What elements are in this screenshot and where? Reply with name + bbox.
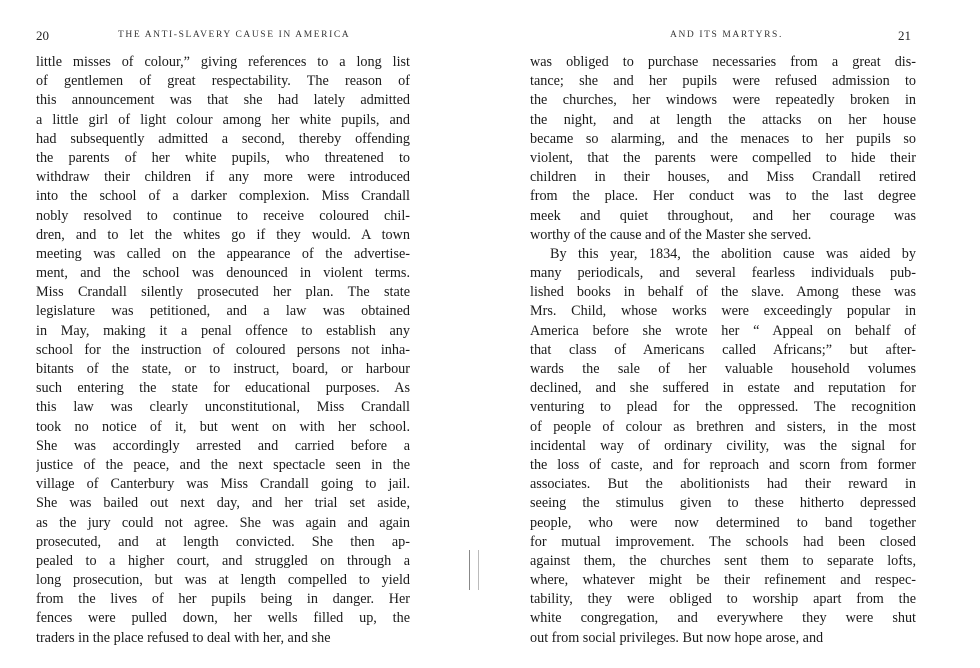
text-line: into the school of a darker complexion. Miss Crandall	[36, 188, 410, 205]
text-line: little misses of colour,” giving references to a long list	[36, 54, 410, 70]
text-line: from the place. Her conduct was to the last degree	[530, 188, 916, 205]
text-line: ment, and the school was denounced in violent terms.	[36, 265, 410, 282]
text-line: dren, and to let the whites go if they would. A town	[36, 226, 410, 243]
text-line: this law was clearly unconstitutional, Miss Crandall	[36, 399, 410, 416]
text-line: worthy of the cause and of the Master she served.	[530, 226, 812, 243]
text-line: America before she wrote her “ Appeal on behalf of	[530, 322, 916, 339]
text-line: withdraw their children if any more were introduced	[36, 169, 410, 186]
text-line: many periodicals, and several fearless individuals pub-	[530, 265, 916, 282]
text-line: traders in the place refused to deal with her, and she	[36, 629, 331, 646]
text-line: tability, they were obliged to worship apart from the	[530, 591, 916, 608]
text-line: fences were pulled down, her wells filled up, the	[36, 610, 410, 627]
text-line: the churches, her windows were repeatedly broken in	[530, 92, 916, 109]
text-line: violent, that the parents were compelled to hide their	[530, 149, 916, 166]
left-page	[0, 0, 470, 668]
text-line: became so alarming, and the menaces to her pupils so	[530, 130, 916, 147]
text-line: justice of the peace, and the next spectacle seen in the	[36, 456, 410, 473]
text-line: children in their houses, and Miss Crandall retired	[530, 169, 916, 186]
text-line: She was bailed out next day, and her trial set aside,	[36, 495, 410, 512]
right-page-number: 21	[898, 28, 911, 43]
text-line: had subsequently admitted a second, thereby offending	[36, 130, 410, 147]
text-line: people, who were now determined to band together	[530, 514, 916, 531]
text-line: pealed to a higher court, and struggled on through a	[36, 552, 410, 569]
text-line: Miss Crandall silently prosecuted her plan. The state	[36, 284, 410, 301]
text-line: seeing the stimulus given to these hitherto depressed	[530, 495, 916, 512]
text-line: this announcement was that she had lately admitted	[36, 92, 410, 109]
text-line: associates. But the abolitionists had their reward in	[530, 476, 916, 493]
text-line: the parents of her white pupils, who threatened to	[36, 149, 410, 166]
text-line: long prosecution, but was at length compelled to yield	[36, 572, 410, 589]
text-line: nobly resolved to continue to receive coloured chil-	[36, 207, 410, 224]
text-line: bitants of the state, or to instruct, board, or harbour	[36, 361, 410, 377]
text-line: of people of colour as brethren and sisters, in the most	[530, 418, 916, 435]
text-line: from the lives of her pupils being in danger. Her	[36, 591, 410, 608]
text-line: declined, and she suffered in estate and reputation for	[530, 380, 916, 397]
gutter-mark	[469, 550, 479, 590]
text-line: for mutual improvement. The schools had been closed	[530, 533, 916, 550]
text-line: Mrs. Child, whose works were exceedingly popular in	[530, 303, 916, 320]
text-line: wards the sale of her valuable household volumes	[530, 361, 916, 377]
text-line: venturing to plead for the oppressed. The recognition	[530, 399, 916, 416]
text-line: the night, and at length the attacks on her house	[530, 111, 916, 128]
text-line: where, whatever might be their refinement and respec-	[530, 572, 916, 589]
text-line: that class of Americans called Africans;” but after-	[530, 341, 916, 358]
text-line: of gentlemen of great respectability. The reason of	[36, 73, 410, 90]
left-running-head: THE ANTI-SLAVERY CAUSE IN AMERICA	[118, 30, 351, 40]
text-line: village of Canterbury was Miss Crandall going to jail.	[36, 476, 410, 493]
text-line: a little girl of light colour among her white pupils, and	[36, 111, 410, 128]
text-line: tance; she and her pupils were refused admission to	[530, 73, 916, 90]
text-line: legislature was petitioned, and a law was obtained	[36, 303, 410, 320]
text-line: white congregation, and everywhere they were shut	[530, 610, 916, 627]
text-line: was obliged to purchase necessaries from a great dis-	[530, 54, 916, 70]
text-line: against them, the churches sent them to separate lofts,	[530, 552, 916, 569]
text-line: She was accordingly arrested and carried before a	[36, 437, 410, 454]
left-page-number: 20	[36, 28, 49, 43]
text-line: took no notice of it, but went on with her school.	[36, 418, 410, 435]
right-running-head: AND ITS MARTYRS.	[670, 30, 783, 40]
text-line: such entering the state for educational purposes. As	[36, 380, 410, 397]
text-line: as the jury could not agree. She was again and again	[36, 514, 410, 531]
text-line: school for the instruction of coloured persons not inha-	[36, 341, 410, 358]
text-line: prosecuted, and at length convicted. She then ap-	[36, 533, 410, 550]
text-line: meeting was called on the appearance of the advertise-	[36, 245, 410, 262]
text-line: meek and quiet throughout, and her courage was	[530, 207, 916, 224]
right-page-text	[530, 53, 916, 648]
text-line: the loss of caste, and for reproach and scorn from former	[530, 456, 916, 473]
text-line: in May, making it a penal offence to establish any	[36, 322, 410, 339]
left-page-text	[36, 53, 410, 648]
right-page	[490, 0, 980, 668]
text-line: incidental way of ordinary civility, was the signal for	[530, 437, 916, 454]
text-line: lished books in behalf of the slave. Among these was	[530, 284, 916, 301]
text-line: By this year, 1834, the abolition cause was aided by	[550, 245, 916, 262]
text-line: out from social privileges. But now hope arose, and	[530, 629, 824, 646]
